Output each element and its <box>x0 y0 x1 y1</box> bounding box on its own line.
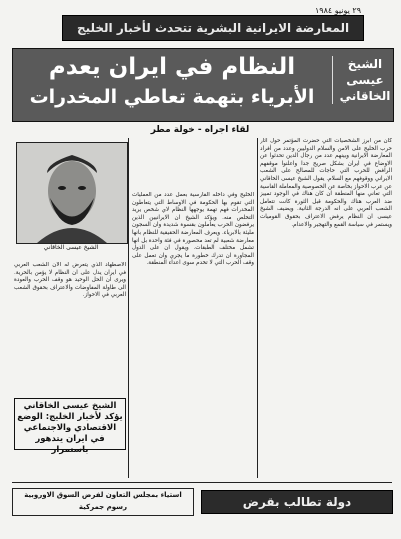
issue-date: ٢٩ يونيو ١٩٨٤ <box>315 6 361 15</box>
portrait-photo <box>16 142 128 244</box>
footer-headline-right: دولة تطالب بقرض <box>201 490 393 514</box>
pull-quote-box: الشيخ عيسى الخاقاني يؤكد لأخبار الخليج: الوضع الاقتصادي والاجتماعي في ايران يتدهور باستمرار <box>14 398 126 450</box>
article-column-right: كان من ابرز الشخصيات التي حضرت المؤتمر حول آثار حرب الخليج على الامن والسلام الدوليين وعدد من أفراد المعارضة الايرانية وبينهم عدد من رجال الدين تحدثوا عن الاوضاع في ايران بشكل صريح جدا واعلنوا موقفهم الرافض للحرب التي حاجات للمصالح على الشعب الايراني ووقوفهم مع السلام. يقول الشيخ عيسى الخاقاني عن عرب الاحواز بخاصة عن الخصوصية والمعاملة القاسية التي تعاني منها المنطقة ان كان هناك في الوجود تمييز ضد العرب هناك والحكومة قبل الثورة كانت تتعامل الشعب العربي على انه الدرجة الثانية. ويضيف الشيخ عيسى ان النظام يرفض الاعتراف بحقوق القوميات ويستمر في سياسة القمع والتهجير والاعدام. <box>260 138 392 228</box>
interview-credit: لقاء اجراه - خولة مطر <box>150 125 250 135</box>
photo-caption: الشيخ عيسى الخاقاني <box>43 244 99 251</box>
article-column-middle: الخليج وفي داخله الفارسية بعمل عدد من العمليات التي تقوم بها الحكومة في الاوساط التي يتعاطون المخدرات فهم تهمة يوجهها النظام لاي شخص يريد التخلص منه. ويؤكد الشيخ ان الايرانيين الذين يرفضون الحرب يعاملون بقسوة شديدة وان السجون مليئة بالابرياء. ويعرف المعارضة الحقيقية للنظام بانها معارضة شعبية لم تعد محصورة في فئة واحدة بل انها تشمل مختلف الطبقات. ويقول ان على الدول المجاورة ان تدرك خطورة ما يجري وان تعمل على وقف الحرب التي لا تخدم سوى اعداء المنطقة. <box>132 192 254 267</box>
column-divider <box>257 138 258 478</box>
headline-line-1: النظام في ايران يعدم <box>48 54 296 80</box>
byline: الشيخ عيسى الخاقاني <box>332 56 393 104</box>
footer-divider <box>12 482 392 483</box>
footer-headline-left: استياء بمجلس التعاون لفرض السوق الاوروبية رسوم جمركية <box>12 488 194 516</box>
portrait-image <box>17 143 127 243</box>
column-divider <box>128 138 129 478</box>
headline-line-2: الأبرياء بتهمة تعاطي المخدرات <box>29 86 315 108</box>
article-column-left: الاصطهاد الذي يتعرض له الان الشعب العربي في ايران يدل على ان النظام لا يؤمن بالحرية. ويرى ان الحل الوحيد هو وقف الحرب والعودة الى طاولة المفاوضات والاعتراف بحقوق الشعب العربي في الاحواز. <box>14 262 126 299</box>
section-banner: المعارضة الايرانية البشرية تتحدث لأخبار الخليج <box>62 15 364 41</box>
